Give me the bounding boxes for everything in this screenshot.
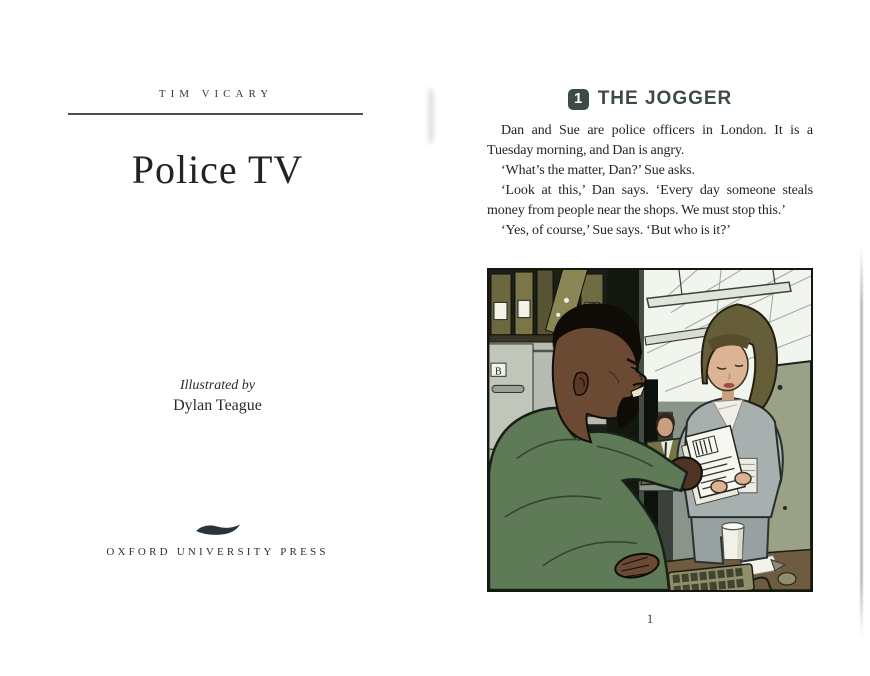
page-edge-shadow	[860, 246, 863, 638]
chapter-number-badge: 1	[568, 89, 589, 110]
illustration-scene	[489, 270, 811, 590]
author-name: TIM VICARY	[158, 88, 274, 100]
chapter-title: THE JOGGER	[597, 88, 733, 109]
book-title: Police TV	[131, 147, 304, 192]
oup-swoosh-logo-icon	[194, 522, 242, 538]
publisher-block	[0, 522, 435, 558]
chapter-heading	[487, 87, 813, 111]
publisher-name: OXFORD UNIVERSITY PRESS	[106, 546, 329, 558]
mouse	[778, 573, 796, 585]
story-paragraph: ‘What’s the matter, Dan?’ Sue asks.	[501, 163, 695, 178]
page-number: 1	[646, 611, 654, 626]
page-gutter-shadow	[426, 88, 436, 144]
illustrator-name: Dylan Teague	[173, 397, 262, 414]
cup	[722, 523, 744, 560]
illustration-credit	[0, 378, 435, 415]
story-text	[487, 121, 813, 241]
story-paragraph: Dan and Sue are police officers in London. It is a Tuesday morning, and Dan is angry.	[487, 123, 813, 158]
story-paragraph: ‘Look at this,’ Dan says. ‘Every day someone steals money from people near the shops. We must stop this.’	[487, 183, 813, 218]
title-rule	[68, 113, 363, 115]
svg-text:B: B	[495, 366, 502, 378]
illustrated-by-label: Illustrated by	[179, 378, 256, 393]
story-paragraph: ‘Yes, of course,’ Sue says. ‘But who is it?’	[501, 223, 731, 238]
illustration	[487, 268, 813, 592]
